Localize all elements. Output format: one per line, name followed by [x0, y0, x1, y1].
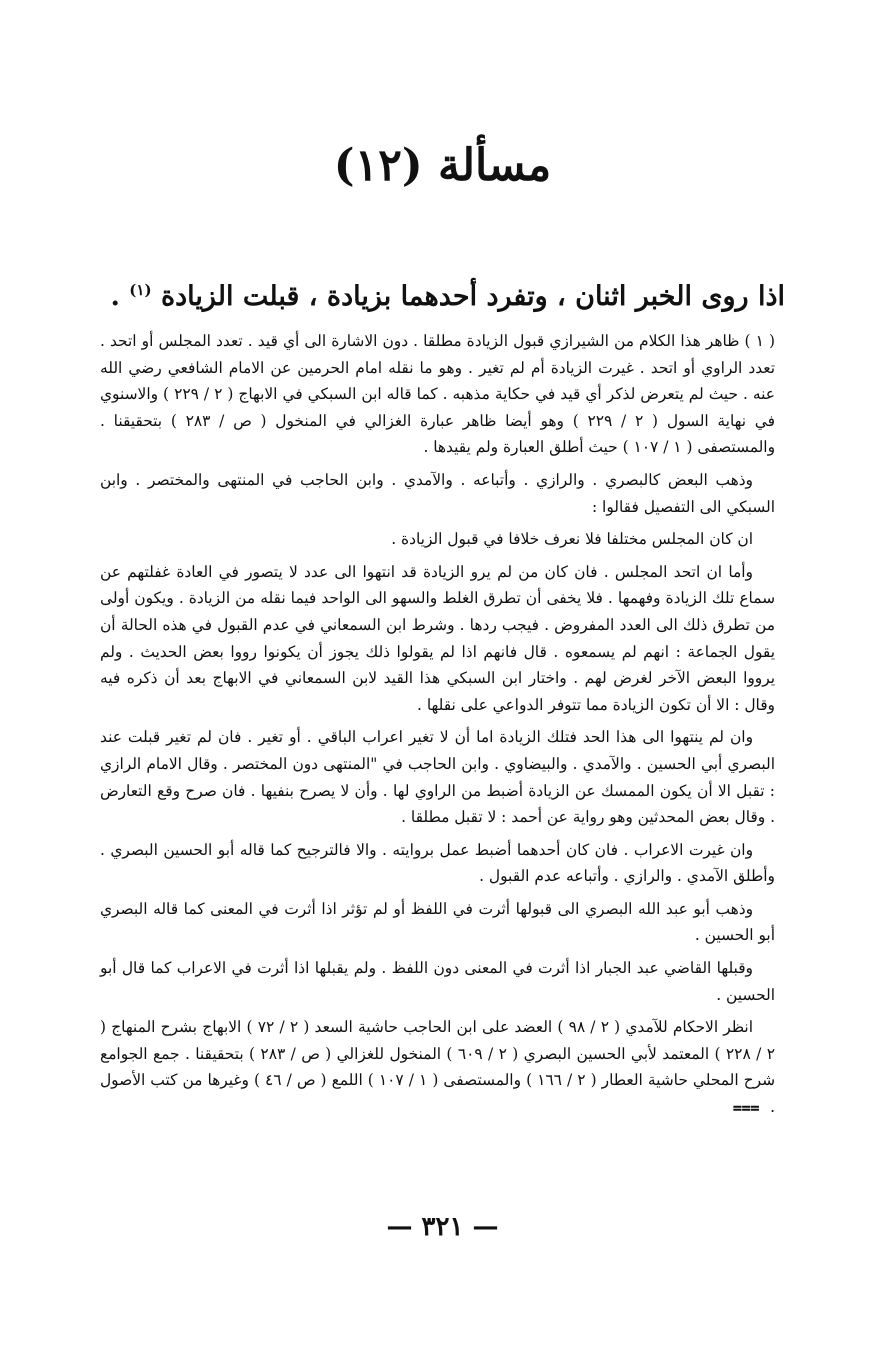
- issue-title-end: .: [110, 281, 120, 312]
- paragraph-3: ان كان المجلس مختلفا فلا نعرف خلافا في قبول الزيادة .: [391, 530, 753, 549]
- issue-title-text: اذا روى الخبر اثنان ، وتفرد أحدهما بزيادة ، قبلت الزيادة: [160, 281, 785, 312]
- paragraph-1: ( ١ ) ظاهر هذا الكلام من الشيرازي قبول الزيادة مطلقا . دون الاشارة الى أي قيد . تعدد المجلس أو اتحد . تعدد الراوي أو اتحد . غيرت الزيادة أم لم تغير . وهو ما نقله امام الحرمين عن الامام الشافعي رضي الله عنه . حيث لم يتعرض لذكر أي قيد في حكاية مذهبه . كما قاله ابن السبكي في الابهاج ( ٢ / ٢٢٩ ) والاسنوي في نهاية السول ( ٢ / ٢٢٩ ) وهو أيضا ظاهر عبارة الغزالي في المنخول ( ص / ٢٨٣ ) بتحقيقنا . والمستصفى ( ١ / ١٠٧ ) حيث أطلق العبارة ولم يقيدها .: [100, 332, 776, 457]
- section-heading: مسألة (١٢): [333, 140, 552, 191]
- paragraph-6: وان غيرت الاعراب . فان كان أحدهما أضبط عمل بروايته . والا فالترجيح كما قاله أبو الحسين البصري . وأطلق الآمدي . والرازي . وأتباعه عدم القبول .: [100, 840, 775, 886]
- paragraph-4: وأما ان اتحد المجلس . فان كان من لم يرو الزيادة قد انتهوا الى عدد لا يتصور في العادة غفلتهم عن سماع تلك الزيادة وفهمها . فلا يخفى أن تطرق الغلط والسهو الى الواحد فيما نقله من الزيادة . ويكون أولى من تطرق ذلك الى العدد المفروض . فيجب ردها . وشرط ابن السمعاني في عدم القبول في هذه الحالة أن يقول الجماعة : انهم لم يسمعوه . قال فانهم اذا لم يقولوا ذلك يجوز أن يكونوا رووا بعض الحديث . ولم يرووا البعض الآخر لغرض لهم . واختار ابن السبكي هذا القيد لابن السمعاني في الابهاج بعد أن ذكره فيه وقال : الا أن تكون الزيادة مما تتوفر الدواعي على نقلها .: [100, 562, 775, 714]
- issue-title: [110, 270, 785, 317]
- references-paragraph: [100, 1014, 775, 1120]
- paragraph-8: وقبلها القاضي عبد الجبار اذا أثرت في المعنى دون اللفظ . ولم يقبلها اذا أثرت في الاعراب كما قال أبو الحسين .: [100, 959, 775, 1004]
- paragraph-7: وذهب أبو عبد الله البصري الى قبولها أثرت في اللفظ أو لم تؤثر اذا أثرت في المعنى كما قاله البصري أبو الحسين .: [100, 899, 775, 945]
- end-mark: ⩶: [732, 1098, 760, 1117]
- footnote-body: [100, 328, 775, 1127]
- paragraph-2: وذهب البعض كالبصري . والرازي . وأتباعه . والآمدي . وابن الحاجب في المنتهى والمختصر . وابن السبكي الى التفصيل فقالوا :: [100, 470, 775, 516]
- footnote-reference: (١): [129, 281, 152, 299]
- page-number: — ٣٢١ —: [386, 1212, 499, 1242]
- paragraph-5: وان لم ينتهوا الى هذا الحد فتلك الزيادة اما أن لا تغير اعراب الباقي . أو تغير . فان لم تغير قبلت عند البصري أبي الحسين . والآمدي . والبيضاوي . وابن الحاجب في "المنتهى دون المختصر . وقال الامام الرازي : تقبل الا أن يكون الممسك عن الزيادة أضبط من الراوي لها . وأن لا يصرح بنفيها . فان صرح وقع التعارض . وقال بعض المحدثين وهو رواية عن أحمد : لا تقبل مطلقا .: [100, 728, 775, 827]
- references-text: انظر الاحكام للآمدي ( ٢ / ٩٨ ) العضد على ابن الحاجب حاشية السعد ( ٢ / ٧٢ ) الابهاج بشرح المنهاج ( ٢ / ٢٢٨ ) المعتمد لأبي الحسين البصري ( ٢ / ٦٠٩ ) المنخول للغزالي ( ص / ٢٨٣ ) بتحقيقنا . جمع الجوامع شرح المحلي حاشية العطار ( ٢ / ١٦٦ ) والمستصفى ( ١ / ١٠٧ ) اللمع ( ص / ٤٦ ) وغيرها من كتب الأصول .: [100, 1018, 776, 1117]
